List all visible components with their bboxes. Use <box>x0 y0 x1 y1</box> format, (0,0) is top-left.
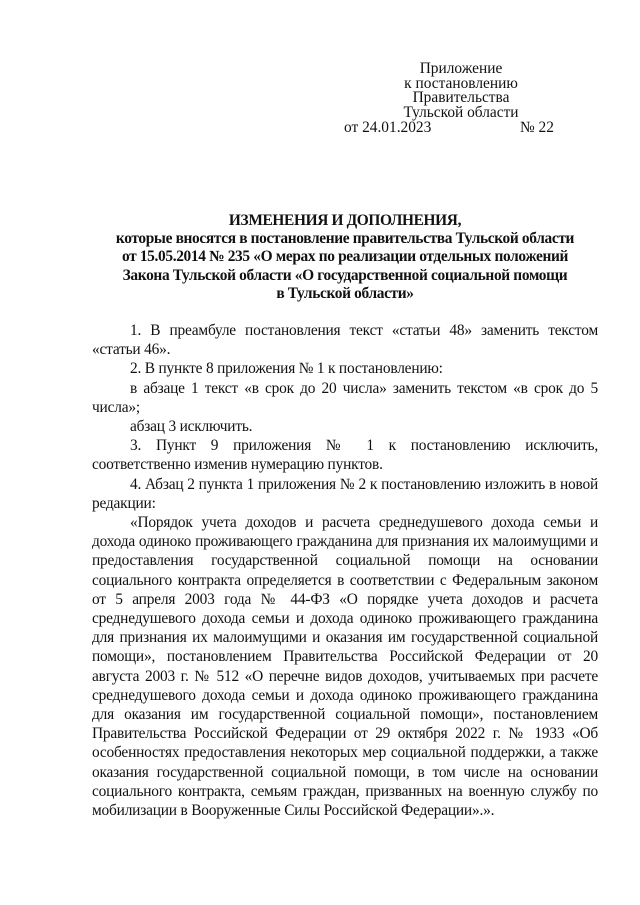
paragraph-5: 3. Пункт 9 приложения № 1 к постановлению исключить, соответственно изменив нумерацию пунктов. <box>92 437 598 474</box>
paragraph-6: 4. Абзац 2 пункта 1 приложения № 2 к постановлению изложить в новой редакции: <box>92 475 598 512</box>
appendix-region-line: Тульской области <box>403 103 519 121</box>
paragraph-4: абзац 3 исключить. <box>130 418 253 436</box>
paragraph-1: 1. В преамбуле постановления текст «статьи 48» заменить текстом «статьи 46». <box>92 322 598 359</box>
document-title <box>92 212 598 303</box>
appendix-label: Приложение <box>419 60 503 77</box>
paragraph-7: «Порядок учета доходов и расчета среднедушевого дохода семьи и дохода одиноко проживающего гражданина для признания их малоимущими и предоставления государственной социальной помощи на основании социального контракта определяется в соответствии с Федеральным законом от 5 апреля 2003 года № 44-ФЗ «О порядке учета доходов и расчета среднедушевого дохода семьи и дохода одиноко проживающего гражданина для признания их малоимущими и оказания им государственной социальной помощи», постановлением Правительства Российской Федерации от 20 августа 2003 г. № 512 «О перечне видов доходов, учитываемых при расчете среднедушевого дохода семьи и дохода одиноко проживающего гражданина для оказания им государственной социальной помощи», постановлением Правительства Российской Федерации от 29 октября 2022 г. № 1933 «Об особенностях предоставления некоторых мер социальной поддержки, а также оказания государственной социальной помощи, в том числе на основании социального контракта, семьям граждан, призванных на военную службу по мобилизации в Вооруженные Силы Российской Федерации».». <box>92 514 598 820</box>
title-line-4: Закона Тульской области «О государственной социальной помощи <box>122 266 568 284</box>
resolution-date: от 24.01.2023 <box>344 119 432 136</box>
title-line-5: в Тульской области» <box>276 284 414 302</box>
paragraph-2: 2. В пункте 8 приложения № 1 к постановлению: <box>130 360 443 378</box>
document-body <box>92 321 598 820</box>
resolution-date-number <box>0 118 640 136</box>
title-line-3: от 15.05.2014 № 235 «О мерах по реализации отдельных положений <box>121 248 568 266</box>
title-line-2: которые вносятся в постановление правительства Тульской области <box>115 230 575 248</box>
appendix-reference <box>356 62 566 120</box>
title-line-1: ИЗМЕНЕНИЯ И ДОПОЛНЕНИЯ, <box>228 212 462 229</box>
appendix-resolution-line: к постановлению Правительства <box>404 74 518 106</box>
resolution-number: № 22 <box>520 119 554 136</box>
paragraph-3: в абзаце 1 текст «в срок до 20 числа» заменить текстом «в срок до 5 числа»; <box>92 379 598 416</box>
